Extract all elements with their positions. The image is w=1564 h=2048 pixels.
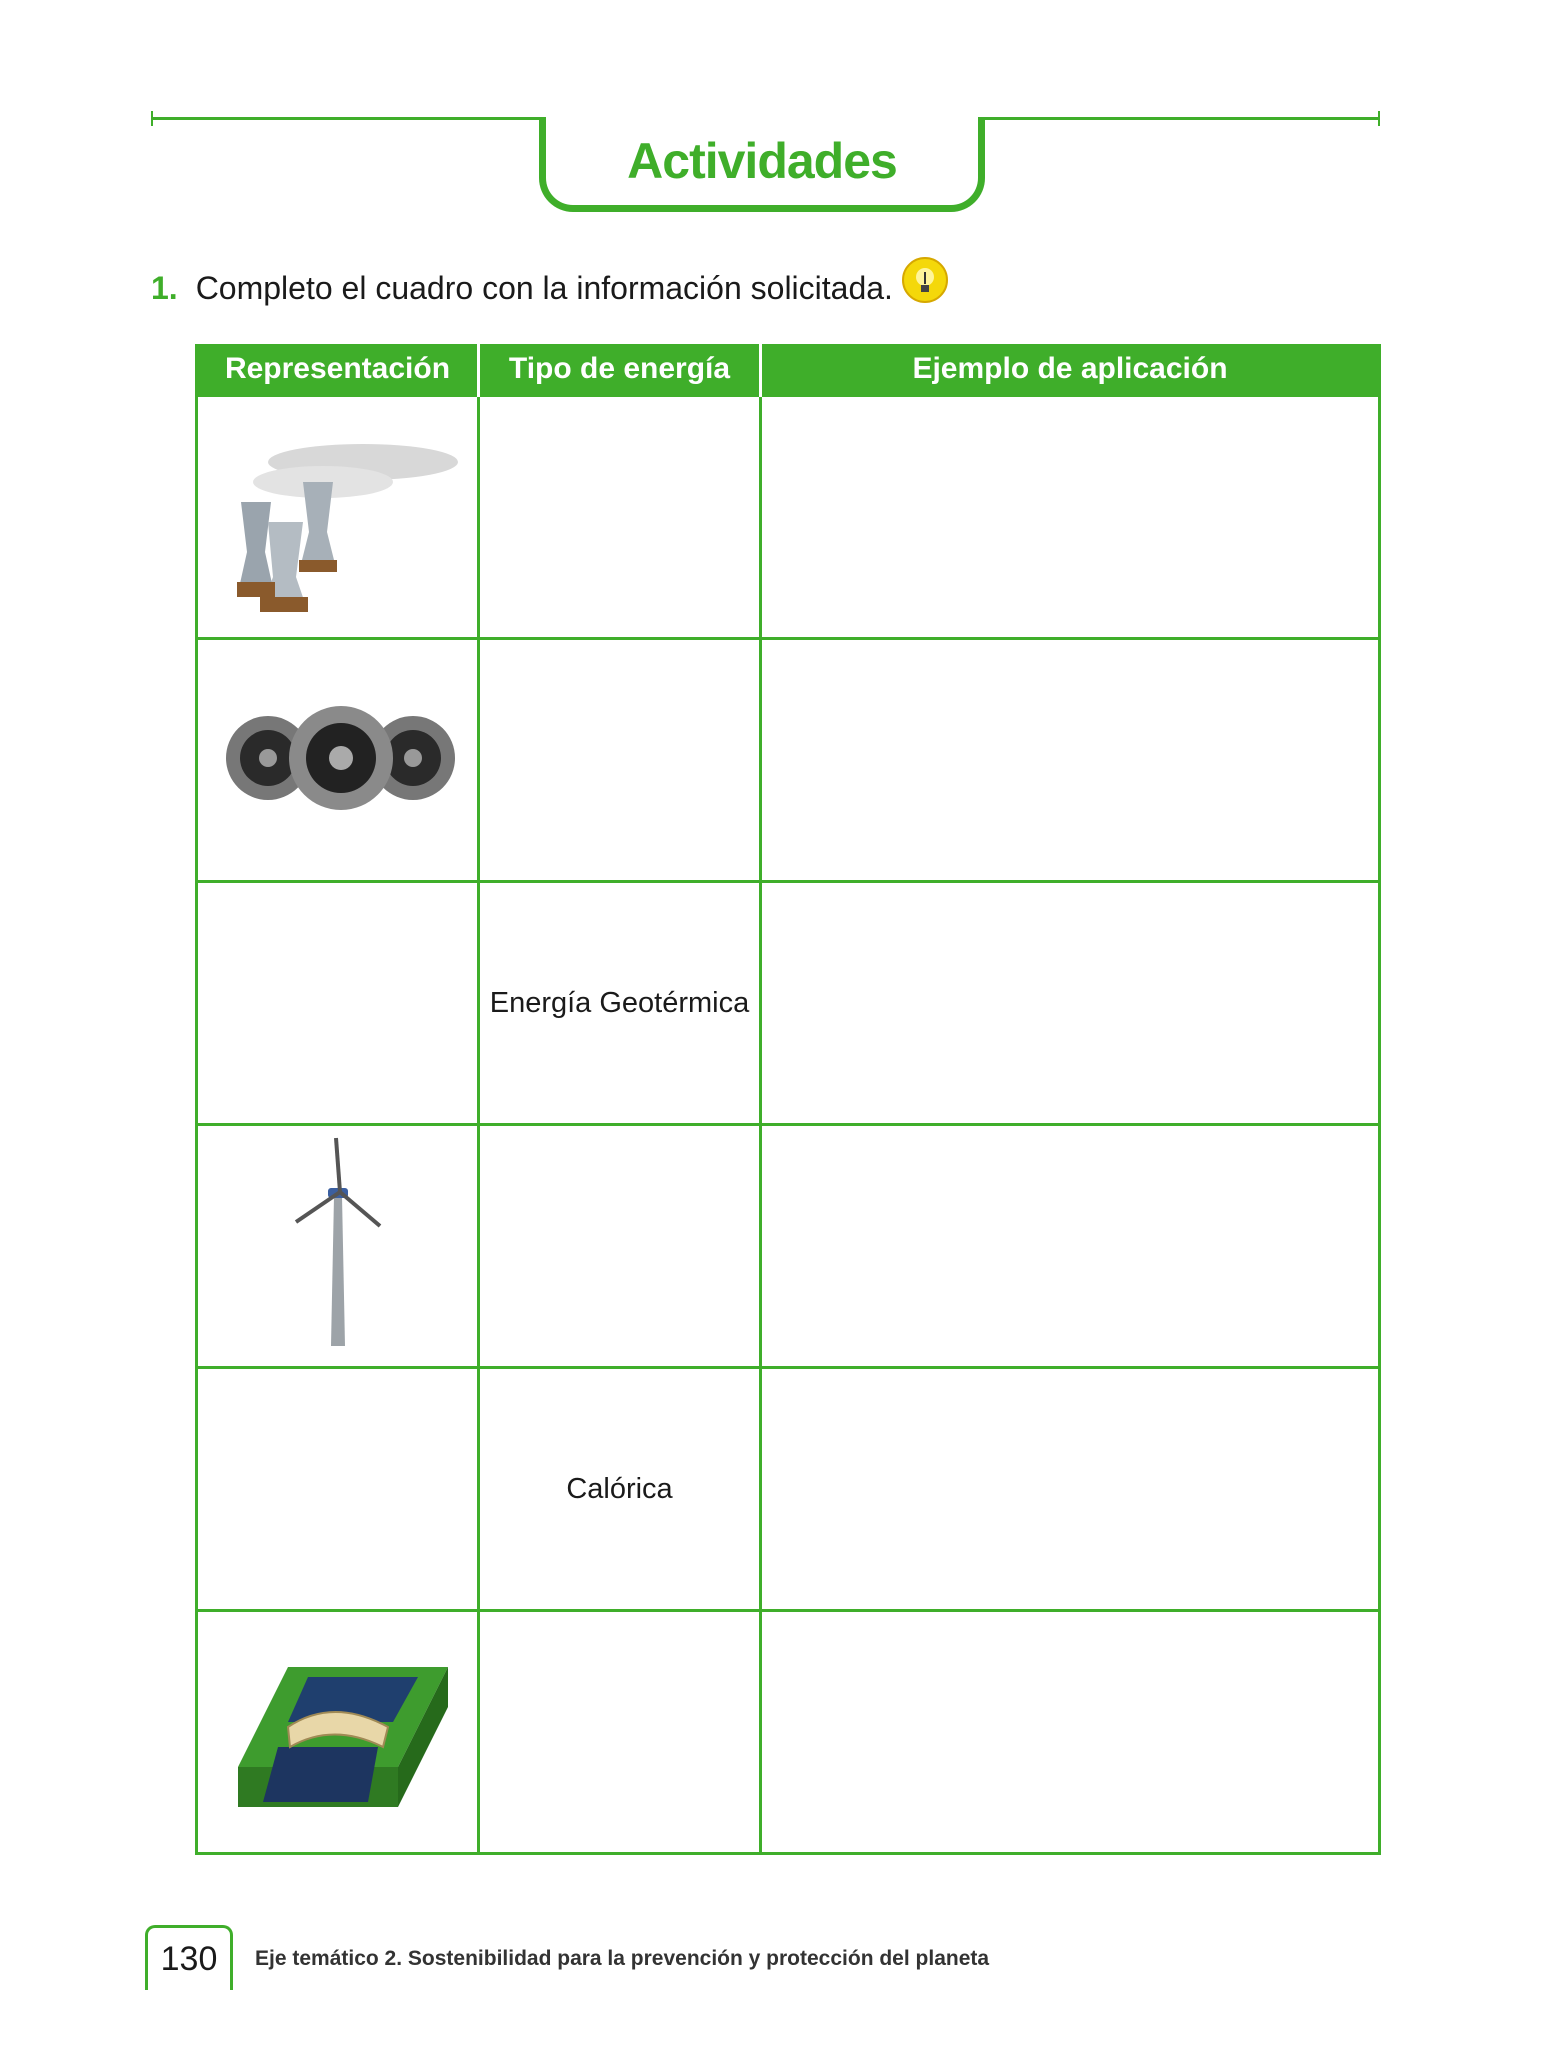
tipo-cell: Energía Geotérmica [479, 882, 761, 1125]
header-ejemplo: Ejemplo de aplicación [761, 344, 1380, 396]
ejemplo-cell[interactable] [761, 396, 1380, 639]
wind-turbine-image [197, 1125, 479, 1368]
ejemplo-cell[interactable] [761, 1611, 1380, 1854]
table-row [197, 639, 1380, 882]
tipo-cell[interactable] [479, 1125, 761, 1368]
ejemplo-cell[interactable] [761, 639, 1380, 882]
page-number: 130 [145, 1925, 233, 1990]
table-row [197, 1368, 1380, 1611]
table-row [197, 1611, 1380, 1854]
speakers-image [197, 639, 479, 882]
activity-instruction [151, 270, 949, 307]
tipo-cell: Calórica [479, 1368, 761, 1611]
table-row [197, 1125, 1380, 1368]
ejemplo-cell[interactable] [761, 882, 1380, 1125]
ejemplo-cell[interactable] [761, 1125, 1380, 1368]
tipo-cell[interactable] [479, 396, 761, 639]
tipo-cell[interactable] [479, 1611, 761, 1854]
dam-image [197, 1611, 479, 1854]
representation-cell-empty[interactable] [197, 882, 479, 1125]
representation-cell-empty[interactable] [197, 1368, 479, 1611]
section-title: Actividades [627, 133, 897, 189]
section-title-tab [539, 117, 985, 212]
cooling-towers-image [197, 396, 479, 639]
lightbulb-icon [901, 256, 949, 304]
activity-text: Completo el cuadro con la información solicitada. [195, 270, 893, 306]
header-representacion: Representación [197, 344, 479, 396]
table-row [197, 396, 1380, 639]
tipo-cell[interactable] [479, 639, 761, 882]
ejemplo-cell[interactable] [761, 1368, 1380, 1611]
energy-table [195, 344, 1381, 1855]
activity-number: 1. [151, 270, 178, 306]
footer-caption: Eje temático 2. Sostenibilidad para la prevención y protección del planeta [255, 1947, 990, 1970]
table-row [197, 882, 1380, 1125]
header-tipo-energia: Tipo de energía [479, 344, 761, 396]
